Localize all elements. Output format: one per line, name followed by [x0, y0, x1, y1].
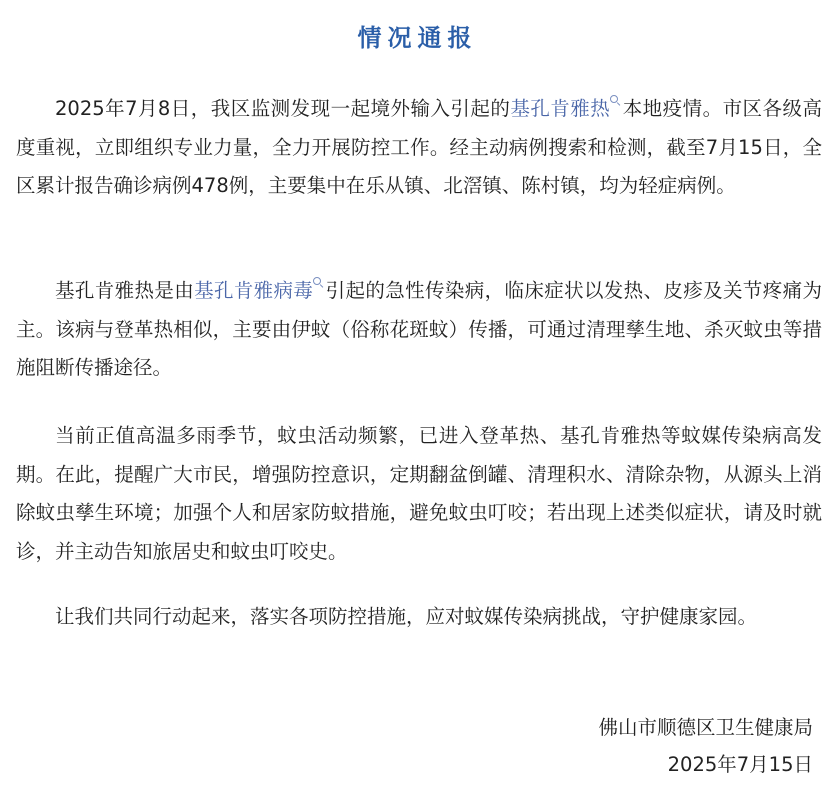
keyword-link-chikungunya-virus[interactable]: 基孔肯雅病毒: [194, 279, 314, 302]
paragraph-text: 基孔肯雅热是由: [55, 279, 195, 302]
paragraph-call-to-action: 让我们共同行动起来，落实各项防控措施，应对蚊媒传染病挑战，守护健康家园。: [55, 605, 758, 628]
search-icon[interactable]: [610, 95, 620, 107]
search-icon[interactable]: [313, 277, 323, 289]
signature-date: 2025年7月15日: [667, 753, 813, 776]
paragraph-text: 引起的急性传染病，临床症状以发热、皮疹及关节疼痛为主。该病与登革热相似，主要由伊蚊（俗称花斑蚊）传播，可通过清理孳生地、杀灭蚊虫等措施阻断传播途径。: [16, 279, 822, 379]
keyword-link-chikungunya[interactable]: 基孔肯雅热: [510, 97, 611, 120]
signature-organization: 佛山市顺德区卫生健康局: [598, 716, 813, 739]
paragraph-outbreak-report: [16, 90, 822, 206]
page-title: 情况通报: [357, 24, 478, 52]
paragraph-text: 2025年7月8日，我区监测发现一起境外输入引起的: [55, 97, 511, 120]
paragraph-text: 本地疫情。市区各级高度重视，立即组织专业力量，全力开展防控工作。经主动病例搜索和检测，截至7月15日，全区累计报告确诊病例478例，主要集中在乐从镇、北滘镇、陈村镇，均为轻症病例。: [16, 97, 822, 197]
paragraph-disease-description: [16, 272, 822, 388]
paragraph-prevention-advice: 当前正值高温多雨季节，蚊虫活动频繁，已进入登革热、基孔肯雅热等蚊媒传染病高发期。在此，提醒广大市民，增强防控意识，定期翻盆倒罐、清理积水、清除杂物，从源头上消除蚊虫孳生环境；加强个人和居家防蚊措施，避免蚊虫叮咬；若出现上述类似症状，请及时就诊，并主动告知旅居史和蚊虫叮咬史。: [16, 424, 822, 563]
